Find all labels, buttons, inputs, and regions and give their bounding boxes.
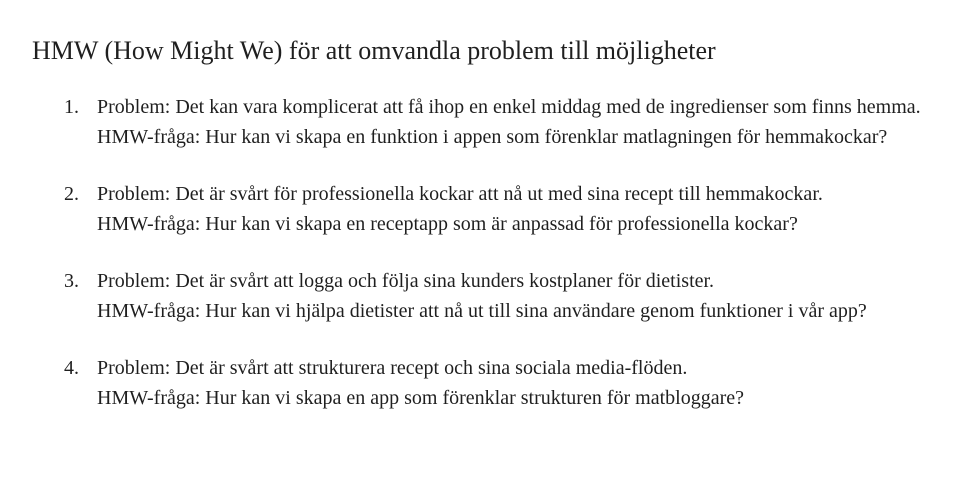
list-item [0,180,964,239]
list-item [0,93,964,152]
page-title: HMW (How Might We) för att omvandla problem till möjligheter [32,36,716,65]
list-item [0,354,964,413]
hmw-question-text: HMW-fråga: Hur kan vi skapa en receptapp som är anpassad för professionella kockar? [97,212,798,235]
problem-text: Problem: Det är svårt att logga och följa sina kunders kostplaner för dietister. [97,270,715,292]
hmw-list [0,93,964,413]
problem-text: Problem: Det är svårt för professionella kockar att nå ut med sina recept till hemmakockar. [97,183,823,205]
list-number: 2. [64,183,79,205]
problem-text: Problem: Det kan vara komplicerat att få ihop en enkel middag med de ingredienser som finns hemma. [97,96,921,118]
list-number: 1. [64,96,79,118]
hmw-question-text: HMW-fråga: Hur kan vi skapa en app som förenklar strukturen för matbloggare? [97,386,745,409]
hmw-question-text: HMW-fråga: Hur kan vi hjälpa dietister att nå ut till sina användare genom funktioner i vår app? [97,299,867,322]
problem-text: Problem: Det är svårt att strukturera recept och sina sociala media-flöden. [97,357,688,379]
list-number: 3. [64,270,79,292]
list-number: 4. [64,357,79,379]
hmw-question-text: HMW-fråga: Hur kan vi skapa en funktion i appen som förenklar matlagningen för hemmakockar? [97,125,888,148]
list-item [0,267,964,326]
